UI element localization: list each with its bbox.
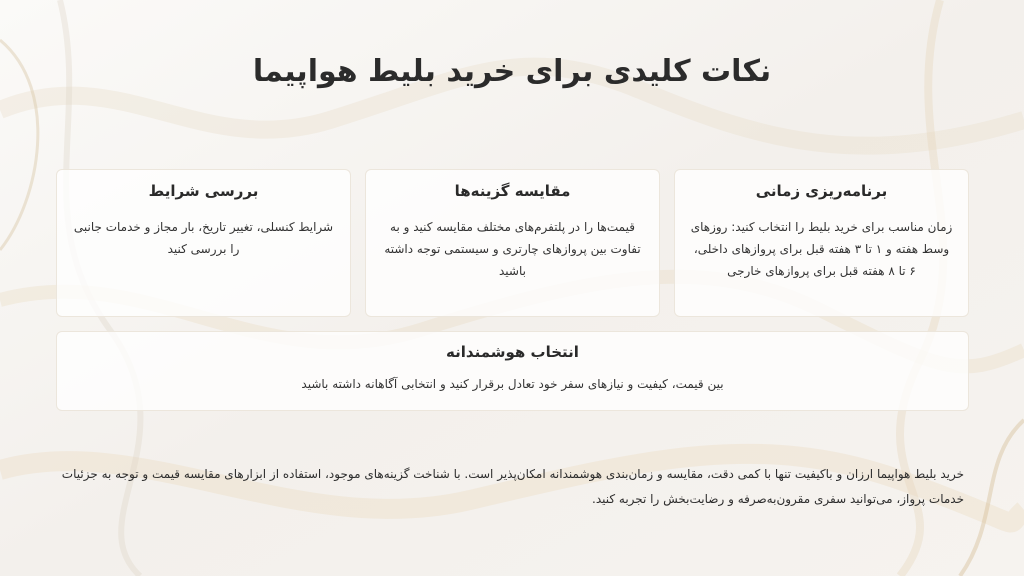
card-body: شرایط کنسلی، تغییر تاریخ، بار مجاز و خدمات جانبی را بررسی کنید — [73, 220, 334, 256]
card-heading: بررسی شرایط — [148, 182, 259, 200]
card-time-planning — [674, 169, 969, 317]
card-body: قیمت‌ها را در پلتفرم‌های مختلف مقایسه کنید و به تفاوت بین پروازهای چارتری و سیستمی توجه داشته باشید — [384, 220, 641, 278]
card-body: بین قیمت، کیفیت و نیازهای سفر خود تعادل برقرار کنید و انتخابی آگاهانه داشته باشید — [301, 377, 724, 391]
card-smart-choice — [56, 331, 969, 411]
slide-title: نکات کلیدی برای خرید بلیط هواپیما — [252, 54, 772, 89]
card-heading: مقایسه گزینه‌ها — [454, 182, 571, 200]
card-check-terms — [56, 169, 351, 317]
card-compare-options — [365, 169, 660, 317]
card-heading: برنامه‌ریزی زمانی — [755, 182, 888, 200]
card-body: زمان مناسب برای خرید بلیط را انتخاب کنید: روزهای وسط هفته و ۱ تا ۳ هفته قبل برای پروازهای داخلی، ۶ تا ۸ هفته قبل برای پروازهای خارجی — [690, 220, 953, 278]
card-heading: انتخاب هوشمندانه — [446, 343, 579, 361]
summary-paragraph: خرید بلیط هواپیما ارزان و باکیفیت تنها با کمی دقت، مقایسه و زمان‌بندی هوشمندانه امکان‌پذیر است. با شناخت گزینه‌های موجود، استفاده از ابزارهای مقایسه قیمت و توجه به جزئیات خدمات پرواز، می‌توانید سفری مقرون‌به‌صرفه و رضایت‌بخش را تجربه کنید. — [61, 467, 964, 506]
